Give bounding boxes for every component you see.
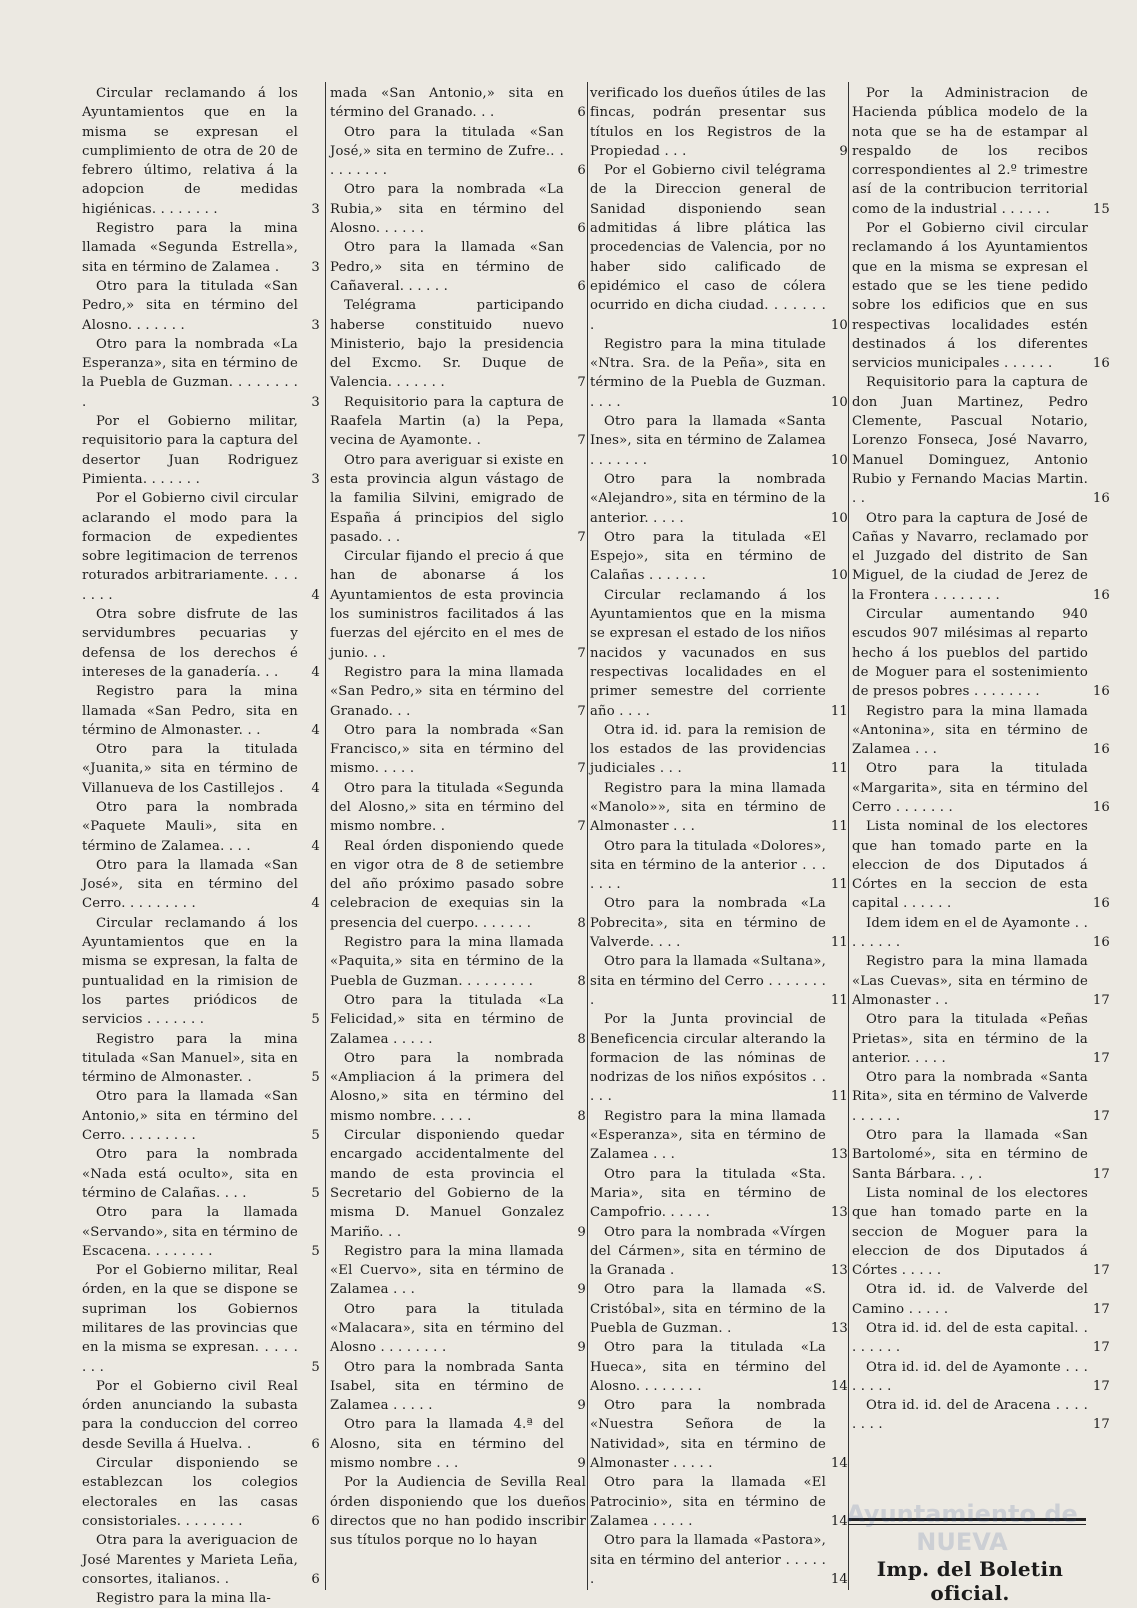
index-entry [852,373,1110,508]
index-entry [590,1338,848,1396]
index-entry [330,1415,586,1473]
entry-page-number: 11 [828,933,848,952]
entry-text: Por la Junta provincial de Beneficencia circular alterando la formacion de las nóminas de nodrizas de los niños expósitos . . . . . [590,1012,826,1105]
entry-text: Otra sobre disfrute de las servidumbres pecuarias y defensa de los derechos é intereses de la ganadería. . . [82,607,298,680]
index-entry [330,1300,586,1358]
index-entry [852,1068,1110,1126]
index-entry [590,335,848,412]
entry-text: Otro para la llamada «San Pedro,» sita en término de Cañaveral. . . . . . [330,240,564,294]
entry-text: Otro para la llamada «San Bartolomé», sita en término de Santa Bárbara. . , . [852,1128,1088,1182]
entry-text: Registro para la mina llamada «El Cuervo», sita en término de Zalamea . . . [330,1243,564,1298]
index-entry [852,702,1110,760]
entry-text: Circular reclamando á los Ayuntamientos que en la misma se expresan el estado de los niños nacidos y vacunados en sus respectivas localidades en el primer semestre del corriente año . . . . [590,587,826,719]
index-entry [852,84,1110,219]
entry-page-number: 4 [308,663,320,682]
entry-text: Otra para la averiguacion de José Marentes y Marieta Leña, consortes, italianos. . [82,1533,298,1587]
index-entry [82,412,320,489]
entry-text: verificado los dueños útiles de las fincas, podrán presentar sus títulos en los Registros de la Propiedad . . . [590,86,826,159]
index-entry [330,451,586,547]
entry-text: Otro para la llamada «Pastora», sita en término del anterior . . . . . . [590,1533,826,1587]
index-entry [82,740,320,798]
index-entry [82,856,320,914]
entry-page-number: 8 [574,1030,586,1049]
entry-page-number: 17 [1090,1049,1110,1068]
entry-text: Otro para la titulada «La Felicidad,» sita en término de Zalamea . . . . . [330,992,564,1047]
entry-text: Otro para la titulada «Segunda del Alosno,» sita en término del mismo nombre. . [330,780,564,835]
index-entry [330,663,586,721]
entry-page-number: 4 [308,586,320,605]
index-column-2 [330,84,586,1551]
index-entry [590,837,848,895]
entry-page-number: 7 [574,431,586,450]
entry-page-number: 16 [1090,489,1110,508]
entry-text: Otro para la titulada «San Pedro,» sita en término del Alosno. . . . . . . [82,278,298,333]
index-entry [590,779,848,837]
entry-text: Otro para la llamada 4.ª del Alosno, sita en término del mismo nombre . . . [330,1417,564,1472]
index-entry [82,1377,320,1454]
entry-text: Otro para la llamada «Sultana», sita en término del Cerro . . . . . . . . [590,954,826,1008]
index-entry [82,84,320,219]
entry-text: Otro para la titulada «Margarita», sita en término del Cerro . . . . . . . [852,761,1088,815]
index-column-1 [82,84,320,1608]
entry-text: Otra id. id. del de Ayamonte . . . . . . . . [852,1359,1088,1394]
entry-text: Otro para la llamada «San Antonio,» sita en término del Cerro. . . . . . . . . [82,1089,298,1144]
entry-text: Por el Gobierno civil Real órden anunciando la subasta para la conduccion del correo desde Sevilla á Huelva. . [82,1378,298,1452]
archive-watermark: Ayuntamiento de NUEVA [846,1500,1078,1556]
index-entry [82,219,320,277]
index-entry [330,393,586,451]
index-entry [590,1396,848,1473]
index-entry [330,837,586,933]
entry-text: Requisitorio para la captura de Raafela Martin (a) la Pepa, vecina de Ayamonte. . [330,394,564,449]
entry-page-number: 13 [828,1145,848,1164]
index-entry [330,721,586,779]
entry-page-number: 11 [828,991,848,1010]
entry-page-number: 3 [308,316,320,335]
index-entry [330,1358,586,1416]
index-entry [82,1261,320,1377]
entry-page-number: 11 [828,1087,848,1106]
entry-page-number: 11 [828,875,848,894]
entry-page-number: 4 [308,721,320,740]
index-entry [590,470,848,528]
entry-text: Otro para la nombrada «San Francisco,» sita en término del mismo. . . . . [330,722,564,777]
entry-text: Idem idem en el de Ayamonte . . . . . . . . [852,915,1088,951]
entry-text: Registro para la mina llamada «Antonina», sita en término de Zalamea . . . [852,703,1088,758]
printer-imprint: Imp. del Boletin oficial. [876,1557,1064,1605]
index-entry [852,759,1110,817]
entry-page-number: 17 [1090,991,1110,1010]
index-entry [852,1184,1110,1280]
entry-text: Otro para la titulada «La Hueca», sita en término del Alosno. . . . . . . . [590,1340,826,1394]
entry-text: Otro para la llamada «Servando», sita en término de Escacena. . . . . . . . [82,1205,298,1259]
entry-text: Por el Gobierno militar, Real órden, en la que se dispone se supriman los Gobiernos militares de las provincias que en la misma se expresan. . . . . . . . [82,1263,298,1375]
entry-text: Otro para la nombrada «Paquete Mauli», sita en término de Zalamea. . . . [82,799,298,854]
entry-text: Por el Gobierno civil circular reclamando á los Ayuntamientos que en la misma se expresan el estado que se les tiene pedido sobre los edificios que en sus respectivas localidades estén destinados á los diferentes servicios municipales . . . . . . [852,221,1088,372]
entry-page-number: 16 [1090,354,1110,373]
index-entry [82,682,320,740]
entry-text: Otra id. id. de Valverde del Camino . . . . . [852,1282,1088,1317]
entry-page-number: 8 [574,1107,586,1126]
entry-page-number: 17 [1090,1415,1110,1434]
entry-text: Registro para la mina titulade «Ntra. Sra. de la Peña», sita en término de la Puebla de Guzman. . . . . [590,336,826,410]
entry-text: Circular aumentando 940 escudos 907 milésimas al reparto hecho á los pueblos del partido de Moguer para el sostenimiento de presos pobres . . . . . . . . [852,607,1088,700]
index-entry [590,84,848,161]
entry-text: Real órden disponiendo quede en vigor otra de 8 de setiembre del año próximo pasado sobre celebracion de exequias sin la presencia del cuerpo. . . . . . . [330,838,564,931]
index-entry [82,1203,320,1261]
index-entry [82,489,320,605]
entry-page-number: 4 [308,779,320,798]
entry-page-number: 7 [574,644,586,663]
entry-page-number: 3 [308,470,320,489]
entry-page-number: 9 [574,1396,586,1415]
entry-text: Otro para la nombrada «Santa Rita», sita en término de Valverde . . . . . . [852,1070,1088,1124]
entry-text: Circular fijando el precio á que han de abonarse á los Ayuntamientos de esta provincia los suministros facilitados á las fuerzas del ejército en el mes de junio. . . [330,549,564,661]
entry-text: Lista nominal de los electores que han tomado parte en la seccion de Moguer para la eleccion de dos Diputados á Córtes . . . . . [852,1185,1088,1279]
entry-page-number: 14 [828,1570,848,1589]
index-entry [82,914,320,1030]
entry-page-number: 9 [574,1280,586,1299]
entry-page-number: 15 [1090,200,1110,219]
index-entry [330,779,586,837]
entry-text: Otro para la nombrada «Nada está oculto», sita en término de Calañas. . . . [82,1147,298,1201]
entry-page-number: 11 [828,817,848,836]
index-entry [330,547,586,663]
entry-text: Otro para la titulada «Malacara», sita en término del Alosno . . . . . . . . [330,1301,564,1356]
index-entry [330,933,586,991]
index-entry [330,1049,586,1126]
index-entry [852,1010,1110,1068]
entry-page-number: 6 [574,219,586,238]
entry-page-number: 9 [574,1223,586,1242]
index-entry [852,219,1110,373]
column-divider [848,82,849,1590]
entry-page-number: 4 [308,837,320,856]
index-entry [590,586,848,721]
index-entry [590,412,848,470]
entry-text: Circular disponiendo quedar encargado accidentalmente del mando de esta provincia el Secretario del Gobierno de la misma D. Manuel Gonzalez Mariño. . . [330,1128,564,1240]
index-entry [590,952,848,1010]
entry-page-number: 17 [1090,1338,1110,1357]
entry-text: Por el Gobierno civil telégrama de la Direccion general de Sanidad disponiendo sean admitidas á libre plática las procedencias de Valencia, por no haber sido calificado de epidémico el caso de cólera ocurrido en dicha ciudad. . . . . . . . [590,163,826,333]
index-entry [330,123,586,181]
index-entry [82,605,320,682]
entry-page-number: 5 [308,1068,320,1087]
entry-text: Por el Gobierno militar, requisitorio para la captura del desertor Juan Rodriguez Pimienta. . . . . . . [82,414,298,487]
index-entry [852,1319,1110,1358]
index-entry [590,528,848,586]
entry-text: Otro para averiguar si existe en esta provincia algun vástago de la familia Silvini, emigrado de España á principios del siglo pasado. . . [330,452,564,545]
entry-text: Por el Gobierno civil circular aclarando el modo para la formacion de expedientes sobre legitimacion de terrenos roturados arbitrariamente. . . . . . . . [82,491,298,603]
index-entry [852,1280,1110,1319]
entry-text: Otro para la titulada «San José,» sita en termino de Zufre.. . . . . . . . . [330,124,564,179]
entry-page-number: 10 [828,509,848,528]
index-column-4 [852,84,1110,1435]
entry-text: Por la Audiencia de Sevilla Real órden disponiendo que los dueños directos que no han podido inscribir sus títulos porque no lo hayan [330,1475,586,1549]
entry-text: Circular reclamando á los Ayuntamientos que en la misma se expresan, la falta de puntualidad en la rimision de los partes priódicos de servicios . . . . . . . [82,915,298,1028]
entry-page-number: 9 [574,1454,586,1473]
index-entry [590,1107,848,1165]
entry-text: Requisitorio para la captura de don Juan Martinez, Pedro Clemente, Pascual Notario, Lorenzo Fonseca, José Navarro, Manuel Dominguez, Antonio Rubio y Fernando Macias Martin. . . [852,375,1088,507]
entry-text: Registro para la mina llamada «Manolo»», sita en término de Almonaster . . . [590,780,826,835]
entry-page-number: 17 [1090,1107,1110,1126]
index-entry [852,1358,1110,1397]
index-entry [852,817,1110,913]
entry-page-number: 16 [1090,933,1110,952]
entry-text: Otro para la nombrada «Ampliacion á la primera del Alosno,» sita en término del mismo nombre. . . . . [330,1050,564,1124]
entry-page-number: 3 [308,200,320,219]
entry-page-number: 5 [308,1184,320,1203]
entry-page-number: 14 [828,1377,848,1396]
entry-text: Registro para la mina llamada «Paquita,» sita en término de la Puebla de Guzman. . . . . . . . . [330,935,564,989]
entry-page-number: 10 [828,393,848,412]
entry-text: Otro para la llamada «El Patrocinio», sita en término de Zalamea . . . . . [590,1475,826,1529]
index-entry [590,721,848,779]
entry-text: Otra id. id. del de Aracena . . . . . . . . [852,1398,1088,1433]
index-entry [852,605,1110,701]
entry-page-number: 5 [308,1126,320,1145]
index-column-3 [590,84,848,1589]
index-entry [82,798,320,856]
entry-page-number: 11 [828,702,848,721]
entry-text: Registro para la mina llamada «Esperanza», sita en término de Zalamea . . . [590,1108,826,1163]
entry-page-number: 7 [574,528,586,547]
index-entry [852,914,1110,953]
index-entry [330,1126,586,1242]
entry-text: Registro para la mina llamada «San Pedro, sita en término de Almonaster. . . [82,684,298,738]
entry-text: Lista nominal de los electores que han tomado parte en la eleccion de dos Diputados á Córtes en la seccion de esta capital . . . . . . [852,819,1088,912]
index-entry [590,1473,848,1531]
entry-page-number: 16 [1090,682,1110,701]
entry-text: Otro para la titulada «Dolores», sita en término de la anterior . . . . . . . [590,838,826,893]
entry-text: Otro para la llamada «San José», sita en término del Cerro. . . . . . . . . [82,857,298,912]
entry-text: Registro para la mina llamada «San Pedro,» sita en término del Granado. . . [330,664,564,719]
entry-page-number: 16 [1090,798,1110,817]
entry-page-number: 17 [1090,1261,1110,1280]
entry-page-number: 13 [828,1319,848,1338]
entry-page-number: 6 [574,277,586,296]
entry-text: Otra id. id. del de esta capital. . . . . . . . [852,1321,1088,1356]
entry-page-number: 10 [828,316,848,335]
entry-text: Otro para la titulada «Peñas Prietas», sita en término de la anterior. . . . . [852,1012,1088,1066]
index-entry [852,952,1110,1010]
entry-page-number: 10 [828,566,848,585]
index-entry [590,1280,848,1338]
index-entry [330,238,586,296]
index-entry [852,509,1110,605]
entry-page-number: 16 [1090,740,1110,759]
entry-page-number: 8 [574,914,586,933]
entry-page-number: 11 [828,759,848,778]
index-entry [82,1531,320,1589]
index-entry [330,180,586,238]
column-divider [325,82,326,1590]
entry-page-number: 5 [308,1358,320,1377]
entry-page-number: 4 [308,894,320,913]
entry-text: Otro para la nombrada «La Esperanza», sita en término de la Puebla de Guzman. . . . . . . . . [82,336,298,410]
entry-text: Otro para la titulada «Juanita,» sita en término de Villanueva de los Castillejos . [82,742,298,796]
entry-page-number: 6 [308,1512,320,1531]
entry-page-number: 9 [836,142,848,161]
index-entry [82,1145,320,1203]
entry-page-number: 6 [574,103,586,122]
entry-page-number: 8 [574,972,586,991]
entry-page-number: 7 [574,759,586,778]
index-entry [590,1531,848,1589]
entry-page-number: 7 [574,373,586,392]
index-entry [590,894,848,952]
index-entry [590,1165,848,1223]
index-entry [82,1589,320,1608]
entry-page-number: 9 [574,1338,586,1357]
entry-text: Telégrama participando haberse constituido nuevo Ministerio, bajo la presidencia del Excmo. Sr. Duque de Valencia. . . . . . . [330,298,564,391]
index-entry [852,1126,1110,1184]
entry-text: Registro para la mina titulada «San Manuel», sita en término de Almonaster. . [82,1031,298,1086]
entry-text: Otro para la nombrada Santa Isabel, sita en término de Zalamea . . . . . [330,1359,564,1414]
entry-text: Registro para la mina llamada «Segunda Estrella», sita en término de Zalamea . [82,221,298,275]
entry-text: Otro para la nombrada «Nuestra Señora de la Natividad», sita en término de Almonaster . . . . . [590,1398,826,1472]
index-entry [590,1223,848,1281]
entry-page-number: 5 [308,1010,320,1029]
index-entry [82,1030,320,1088]
entry-text: Por la Administracion de Hacienda pública modelo de la nota que se ha de estampar al respaldo de los recibos correspondientes al 2.º trimestre así de la contribucion territorial como de la industrial . . . . . . [852,86,1088,217]
entry-text: Registro para la mina lla- [96,1591,272,1607]
entry-text: Otro para la nombrada «La Pobrecita», sita en término de Valverde. . . . [590,896,826,951]
index-entry [330,1242,586,1300]
entry-page-number: 14 [828,1454,848,1473]
entry-page-number: 6 [308,1435,320,1454]
entry-text: Circular disponiendo se establezcan los colegios electorales en las casas consistoriales. . . . . . . . [82,1456,298,1529]
entry-text: Otro para la llamada «S. Cristóbal», sita en término de la Puebla de Guzman. . [590,1282,826,1336]
entry-page-number: 16 [1090,894,1110,913]
index-entry [82,1087,320,1145]
entry-page-number: 6 [308,1570,320,1589]
column-divider [587,82,588,1590]
entry-text: Otro para la titulada «El Espejo», sita en término de Calañas . . . . . . . [590,529,826,584]
entry-page-number: 5 [308,1242,320,1261]
index-entry [330,84,586,123]
entry-page-number: 13 [828,1203,848,1222]
entry-text: Circular reclamando á los Ayuntamientos que en la misma se expresan el cumplimiento de otra de 20 de febrero último, relativa á la adopcion de medidas higiénicas. . . . . . . . [82,86,298,217]
entry-page-number: 6 [574,161,586,180]
index-entry [82,277,320,335]
index-entry [82,1454,320,1531]
index-entry [330,1473,586,1550]
index-entry [852,1396,1110,1435]
entry-text: Otro para la nombrada «Alejandro», sita en término de la anterior. . . . . [590,471,826,526]
index-entry [590,161,848,335]
entry-text: Registro para la mina llamada «Las Cuevas», sita en término de Almonaster . . [852,954,1088,1008]
entry-page-number: 14 [828,1512,848,1531]
entry-text: Otro para la nombrada «La Rubia,» sita en término del Alosno. . . . . . [330,182,564,237]
entry-page-number: 7 [574,702,586,721]
entry-page-number: 17 [1090,1300,1110,1319]
entry-text: Otra id. id. para la remision de los estados de las providencias judiciales . . . [590,722,826,777]
entry-text: Otro para la titulada «Sta. Maria», sita en término de Campofrio. . . . . . [590,1166,826,1221]
entry-text: mada «San Antonio,» sita en término del Granado. . . [330,86,564,121]
entry-text: Otro para la captura de José de Cañas y Navarro, reclamado por el Juzgado del distrito de San Miguel, de la ciudad de Jerez de la Frontera . . . . . . . . [852,510,1088,603]
index-entry [330,296,586,392]
entry-page-number: 16 [1090,586,1110,605]
index-entry [82,335,320,412]
entry-page-number: 3 [308,393,320,412]
entry-page-number: 13 [828,1261,848,1280]
entry-page-number: 10 [828,451,848,470]
entry-page-number: 3 [308,258,320,277]
index-entry [330,991,586,1049]
entry-text: Otro para la nombrada «Vírgen del Cármen», sita en término de la Granada . [590,1224,826,1279]
entry-text: Otro para la llamada «Santa Ines», sita en término de Zalamea . . . . . . . [590,414,826,468]
entry-page-number: 17 [1090,1377,1110,1396]
index-entry [590,1010,848,1106]
entry-page-number: 7 [574,817,586,836]
entry-page-number: 17 [1090,1165,1110,1184]
